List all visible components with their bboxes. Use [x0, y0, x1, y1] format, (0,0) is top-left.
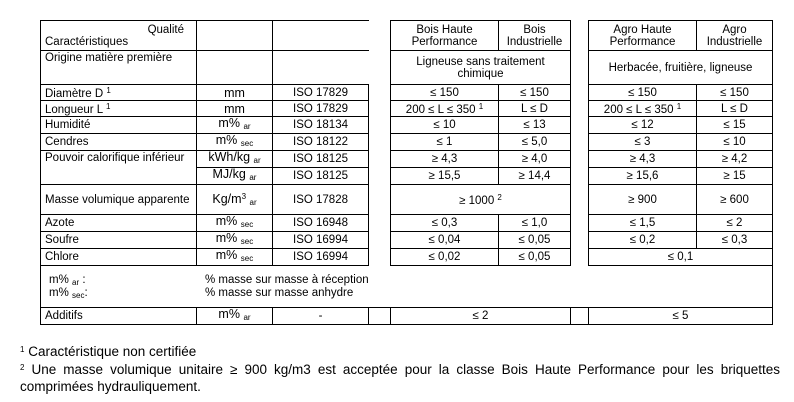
row-ahp: ≤ 12	[589, 117, 697, 134]
row-ai: L ≤ D	[697, 101, 773, 117]
row-bhp: ≤ 0,04	[391, 232, 499, 249]
row-ai: ≥ 600	[697, 185, 773, 215]
legend-text: % masse sur masse anhydre	[205, 286, 354, 299]
header-caracteristiques: Caractéristiques	[45, 35, 129, 48]
header-agro-industrielle: Agro Industrielle	[697, 21, 773, 51]
row-label: Chlore	[41, 249, 197, 266]
row-ai: ≤ 15	[697, 117, 773, 134]
briquette-quality-table	[40, 20, 773, 325]
row-bi: ≤ 150	[499, 85, 571, 101]
row-ai: ≤ 150	[697, 85, 773, 101]
row-label: Soufre	[41, 232, 197, 249]
table-row	[41, 215, 773, 232]
table-row	[41, 249, 773, 266]
header-bois-industrielle: Bois Industrielle	[499, 21, 571, 51]
row-ai: ≤ 0,3	[697, 232, 773, 249]
legend-line	[45, 274, 768, 287]
row-label: Masse volumique apparente	[41, 185, 197, 215]
row-ahp: ≤ 150	[589, 85, 697, 101]
row-label: Diamètre D $^1$	[41, 85, 197, 101]
legend-text: % masse sur masse à réception	[205, 273, 369, 286]
header-agro-haute-performance: Agro Haute Performance	[589, 21, 697, 51]
row-norm: ISO 16948	[273, 215, 369, 232]
row-norm: ISO 18125	[273, 168, 369, 185]
row-bi: ≤ 13	[499, 117, 571, 134]
row-unit: mm	[197, 85, 273, 101]
row-ahp: ≤ 3	[589, 134, 697, 151]
row-norm: ISO 16994	[273, 249, 369, 266]
row-unit: $Kg/m^3$ $_{ar}$	[197, 185, 273, 215]
row-bi: ≤ 0,05	[499, 249, 571, 266]
row-unit: m% $_{sec}$	[197, 134, 273, 151]
origin-agro-value: Herbacée, fruitière, ligneuse	[589, 51, 773, 85]
row-bi: ≤ 5,0	[499, 134, 571, 151]
row-ai: ≥ 4,2	[697, 151, 773, 168]
additifs-unit: m% $_{ar}$	[197, 308, 273, 325]
row-bi: ≥ 14,4	[499, 168, 571, 185]
row-norm: ISO 17829	[273, 85, 369, 101]
row-unit: m% $_{sec}$	[197, 215, 273, 232]
additifs-label: Additifs	[41, 308, 197, 325]
header-row	[41, 21, 773, 51]
row-norm: ISO 18134	[273, 117, 369, 134]
row-bhp: 200 ≤ L ≤ 350 $^1$	[391, 101, 499, 117]
legend-line	[45, 287, 768, 300]
row-unit: mm	[197, 101, 273, 117]
legend-symbol: m% $_{ar}$ :	[49, 273, 86, 287]
row-label: Humidité	[41, 117, 197, 134]
row-norm: ISO 16994	[273, 232, 369, 249]
row-label: Pouvoir calorifique inférieur	[41, 151, 197, 185]
row-bhp: ≤ 10	[391, 117, 499, 134]
header-qualite: Qualité	[147, 23, 184, 36]
row-bi: L ≤ D	[499, 101, 571, 117]
footnote-1: $^1$ Caractéristique non certifiée	[20, 344, 197, 359]
row-bhp: ≤ 1	[391, 134, 499, 151]
legend-cell	[41, 266, 773, 308]
origin-bois-value: Ligneuse sans traitement chimique	[391, 51, 571, 85]
header-corner-cell	[41, 21, 197, 51]
row-bhp: ≥ 4,3	[391, 151, 499, 168]
row-bhp: ≥ 15,5	[391, 168, 499, 185]
row-norm: ISO 18125	[273, 151, 369, 168]
row-bhp: ≤ 0,3	[391, 215, 499, 232]
origin-row	[41, 51, 773, 85]
row-bi: ≤ 0,05	[499, 232, 571, 249]
row-bhp: ≤ 0,02	[391, 249, 499, 266]
row-label: Cendres	[41, 134, 197, 151]
footnote-2: $^2$ Une masse volumique unitaire ≥ 900 kg/m3 est acceptée pour la classe Bois Haute Performance pour les briquettes comprimées hydrauliquement.	[20, 362, 780, 394]
origin-label: Origine matière première	[41, 51, 197, 85]
row-ahp: ≥ 4,3	[589, 151, 697, 168]
row-label: Azote	[41, 215, 197, 232]
row-ahp: ≤ 1,5	[589, 215, 697, 232]
row-agro: ≤ 0,1	[589, 249, 773, 266]
row-ahp: ≥ 15,6	[589, 168, 697, 185]
row-ai: ≤ 2	[697, 215, 773, 232]
row-norm: ISO 17829	[273, 101, 369, 117]
legend-row	[41, 266, 773, 308]
additifs-bois: ≤ 2	[391, 308, 571, 325]
table-row	[41, 185, 773, 215]
row-unit: kWh/kg $_{ar}$	[197, 151, 273, 168]
additifs-row	[41, 308, 773, 325]
row-ahp: ≥ 900	[589, 185, 697, 215]
row-label: Longueur L $^1$	[41, 101, 197, 117]
row-ahp: 200 ≤ L ≤ 350 $^1$	[589, 101, 697, 117]
row-unit: m% $_{ar}$	[197, 117, 273, 134]
row-ai: ≥ 15	[697, 168, 773, 185]
legend-symbol: m% $_{sec}$:	[49, 286, 88, 300]
row-norm: ISO 17828	[273, 185, 369, 215]
row-ai: ≤ 10	[697, 134, 773, 151]
row-bi: ≤ 1,0	[499, 215, 571, 232]
row-ahp: ≤ 0,2	[589, 232, 697, 249]
row-bhp: ≤ 150	[391, 85, 499, 101]
table-row	[41, 134, 773, 151]
table-row	[41, 232, 773, 249]
header-bois-haute-performance: Bois Haute Performance	[391, 21, 499, 51]
row-unit: MJ/kg $_{ar}$	[197, 168, 273, 185]
table-row	[41, 101, 773, 117]
row-bi: ≥ 4,0	[499, 151, 571, 168]
table-row	[41, 85, 773, 101]
row-norm: ISO 18122	[273, 134, 369, 151]
table-row	[41, 151, 773, 168]
row-bois: ≥ 1000 $^2$	[391, 185, 571, 215]
row-unit: m% $_{sec}$	[197, 232, 273, 249]
additifs-norm: -	[273, 308, 369, 325]
table-row	[41, 117, 773, 134]
row-unit: m% $_{sec}$	[197, 249, 273, 266]
additifs-agro: ≤ 5	[589, 308, 773, 325]
